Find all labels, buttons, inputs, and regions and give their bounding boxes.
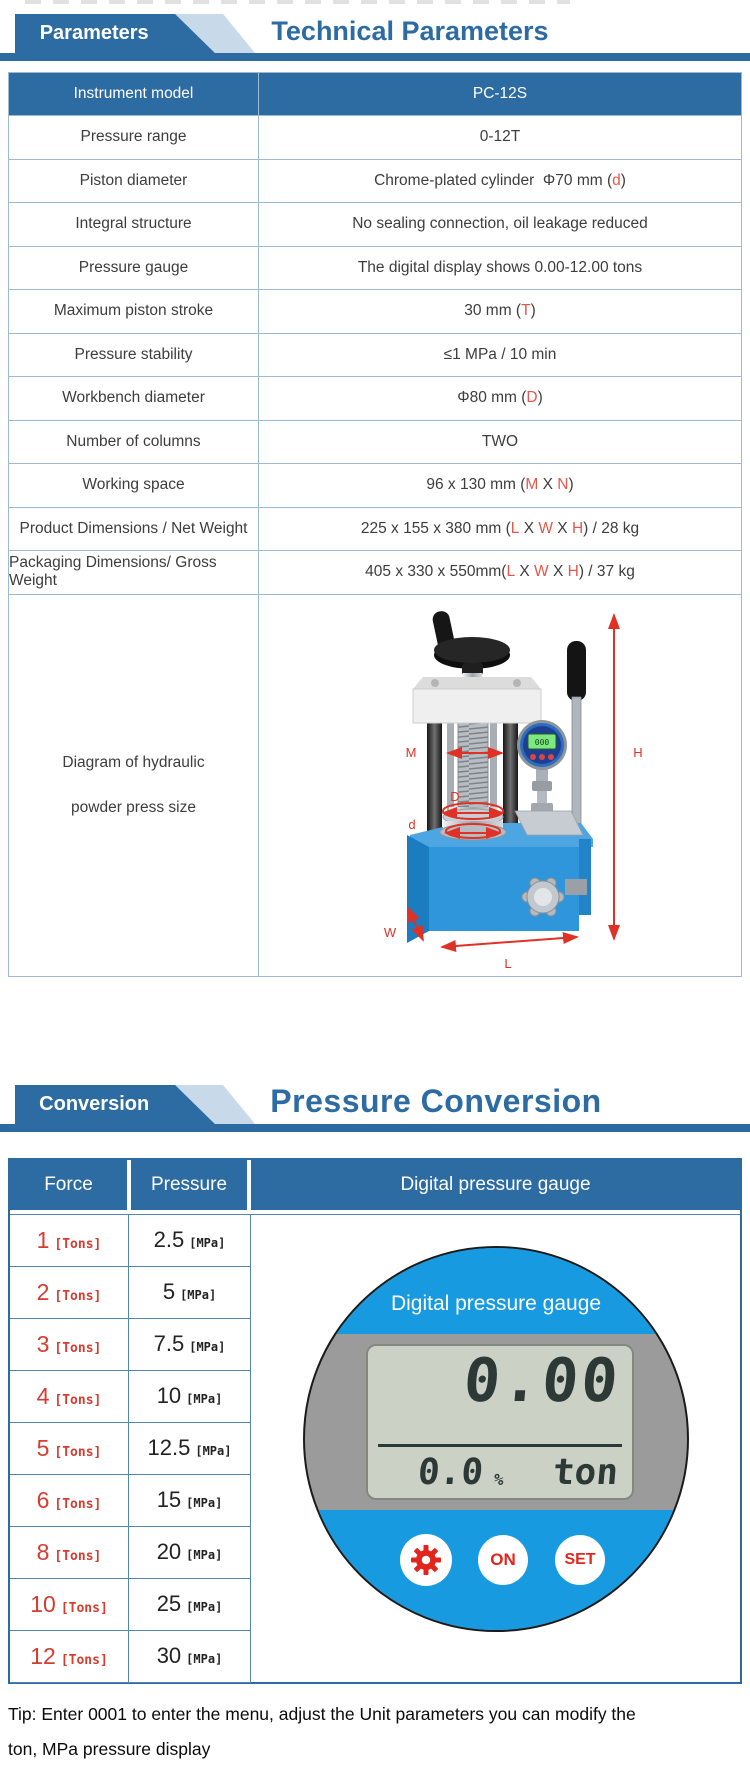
spec-row xyxy=(9,159,741,203)
lcd-main-reading: 0.00 xyxy=(460,1346,624,1416)
spec-label: Integral structure xyxy=(9,203,259,246)
spec-value: The digital display shows 0.00-12.00 tons xyxy=(357,258,643,276)
pressure-cell: 25 [MPa] xyxy=(156,1591,223,1616)
header-label-cell: Instrument model xyxy=(9,73,259,115)
table-header-row xyxy=(9,73,741,115)
section-underline xyxy=(0,53,750,61)
gauge-blue-cap xyxy=(305,1248,687,1334)
conversion-header-row xyxy=(10,1160,740,1210)
spec-row xyxy=(9,333,741,377)
spec-value: 96 x 130 mm ( M X N ) xyxy=(426,476,574,494)
gauge-image-cell xyxy=(251,1215,740,1683)
pressure-cell: 12.5 [MPa] xyxy=(147,1435,232,1460)
spec-value: 0-12T xyxy=(479,128,521,146)
dim-label-H: H xyxy=(633,744,643,760)
press-gauge-reading: 000 xyxy=(534,737,550,747)
header-force: Force xyxy=(10,1160,127,1210)
force-cell: 2 [Tons] xyxy=(10,1267,129,1318)
parameters-badge xyxy=(15,14,255,53)
lcd-percent-reading: 0.0 xyxy=(416,1452,485,1493)
spec-label: Product Dimensions / Net Weight xyxy=(9,508,259,551)
tip-line: ton, MPa pressure display xyxy=(8,1739,211,1759)
force-cell: 12 [Tons] xyxy=(10,1631,129,1682)
spec-row xyxy=(9,246,741,290)
spec-label: Piston diameter xyxy=(9,160,259,203)
press-machine xyxy=(407,609,593,942)
tip-text xyxy=(8,1697,748,1767)
conversion-row xyxy=(10,1371,251,1423)
conversion-row xyxy=(10,1319,251,1371)
force-cell: 4 [Tons] xyxy=(10,1371,129,1422)
spec-label: Pressure range xyxy=(9,116,259,159)
diagram-image-cell xyxy=(259,595,741,976)
dim-label-M: M xyxy=(405,744,417,760)
conversion-row xyxy=(10,1267,251,1319)
digital-pressure-gauge-photo xyxy=(303,1246,689,1632)
lcd-unit-label: ton xyxy=(551,1452,620,1493)
spec-value: 30 mm ( T ) xyxy=(464,302,536,320)
spec-value: 405 x 330 x 550mm( L X W X H ) / 37 kg xyxy=(365,563,635,581)
spec-label: Pressure stability xyxy=(9,334,259,377)
lcd-divider-line xyxy=(378,1444,622,1447)
header-gauge: Digital pressure gauge xyxy=(251,1160,740,1210)
section-title: Technical Parameters xyxy=(271,16,549,46)
diagram-label-line: Diagram of hydraulic xyxy=(62,753,205,771)
force-cell: 8 [Tons] xyxy=(10,1527,129,1578)
diagram-row xyxy=(9,594,741,976)
spec-rows xyxy=(9,115,741,594)
cropped-content-strip xyxy=(25,0,570,4)
spec-label: Pressure gauge xyxy=(9,247,259,290)
pressure-cell: 20 [MPa] xyxy=(156,1539,223,1564)
pressure-cell: 15 [MPa] xyxy=(156,1487,223,1512)
pressure-cell: 10 [MPa] xyxy=(156,1383,223,1408)
pressure-cell: 30 [MPa] xyxy=(156,1643,223,1668)
spec-row xyxy=(9,115,741,159)
spec-row xyxy=(9,376,741,420)
spec-label: Packaging Dimensions/ Gross Weight xyxy=(9,551,259,594)
lcd-percent-sign: % xyxy=(493,1470,505,1489)
conversion-row xyxy=(10,1423,251,1475)
section-underline xyxy=(0,1124,750,1132)
pressure-cell: 5 [MPa] xyxy=(162,1279,217,1304)
force-cell: 6 [Tons] xyxy=(10,1475,129,1526)
header-value-cell: PC-12S xyxy=(472,85,528,102)
gear-icon xyxy=(410,1544,442,1576)
force-cell: 10 [Tons] xyxy=(10,1579,129,1630)
dim-label-W: W xyxy=(383,924,397,940)
spec-label: Number of columns xyxy=(9,421,259,464)
conversion-table-body xyxy=(10,1214,740,1683)
force-cell: 5 [Tons] xyxy=(10,1423,129,1474)
conversion-row xyxy=(10,1631,251,1683)
spec-row xyxy=(9,289,741,333)
spec-label: Working space xyxy=(9,464,259,507)
force-cell: 3 [Tons] xyxy=(10,1319,129,1370)
diagram-label xyxy=(9,595,259,976)
spec-value: No sealing connection, oil leakage reduced xyxy=(352,215,648,233)
spec-row xyxy=(9,202,741,246)
section-title: Pressure Conversion xyxy=(270,1083,602,1119)
spec-row xyxy=(9,550,741,594)
spec-value: 225 x 155 x 380 mm ( L X W X H ) / 28 kg xyxy=(360,519,640,537)
gauge-on-button: ON xyxy=(478,1535,528,1585)
pressure-cell: 7.5 [MPa] xyxy=(153,1331,226,1356)
spec-row xyxy=(9,463,741,507)
conversion-row xyxy=(10,1475,251,1527)
spec-row xyxy=(9,507,741,551)
spec-value: Chrome-plated cylinder Φ70 mm ( d ) xyxy=(374,171,626,189)
tip-line: Tip: Enter 0001 to enter the menu, adjust the Unit parameters you can modify the xyxy=(8,1704,636,1724)
pressure-conversion-table xyxy=(8,1158,742,1684)
hydraulic-press-photo xyxy=(259,595,742,975)
spec-value: TWO xyxy=(481,432,519,450)
header-pressure: Pressure xyxy=(131,1160,247,1210)
gauge-set-button: SET xyxy=(555,1535,605,1585)
spec-label: Workbench diameter xyxy=(9,377,259,420)
conversion-row xyxy=(10,1215,251,1267)
dim-label-d: d xyxy=(408,816,416,832)
dim-label-D: D xyxy=(450,788,460,804)
badge-label: Parameters xyxy=(39,22,149,44)
force-cell: 1 [Tons] xyxy=(10,1215,129,1266)
gauge-menu-button xyxy=(400,1534,452,1586)
gauge-title: Digital pressure gauge xyxy=(390,1292,602,1315)
conversion-row xyxy=(10,1527,251,1579)
conversion-row xyxy=(10,1579,251,1631)
technical-parameters-table xyxy=(8,72,742,977)
pressure-cell: 2.5 [MPa] xyxy=(153,1227,226,1252)
spec-value: ≤1 MPa / 10 min xyxy=(443,345,557,363)
badge-label: Conversion xyxy=(39,1093,150,1115)
dim-label-L: L xyxy=(504,955,512,971)
conversion-badge xyxy=(15,1085,255,1124)
spec-value: Φ80 mm ( D ) xyxy=(457,389,543,407)
diagram-label-line: powder press size xyxy=(71,798,196,816)
spec-row xyxy=(9,420,741,464)
gauge-lcd-screen xyxy=(366,1344,634,1500)
spec-label: Maximum piston stroke xyxy=(9,290,259,333)
